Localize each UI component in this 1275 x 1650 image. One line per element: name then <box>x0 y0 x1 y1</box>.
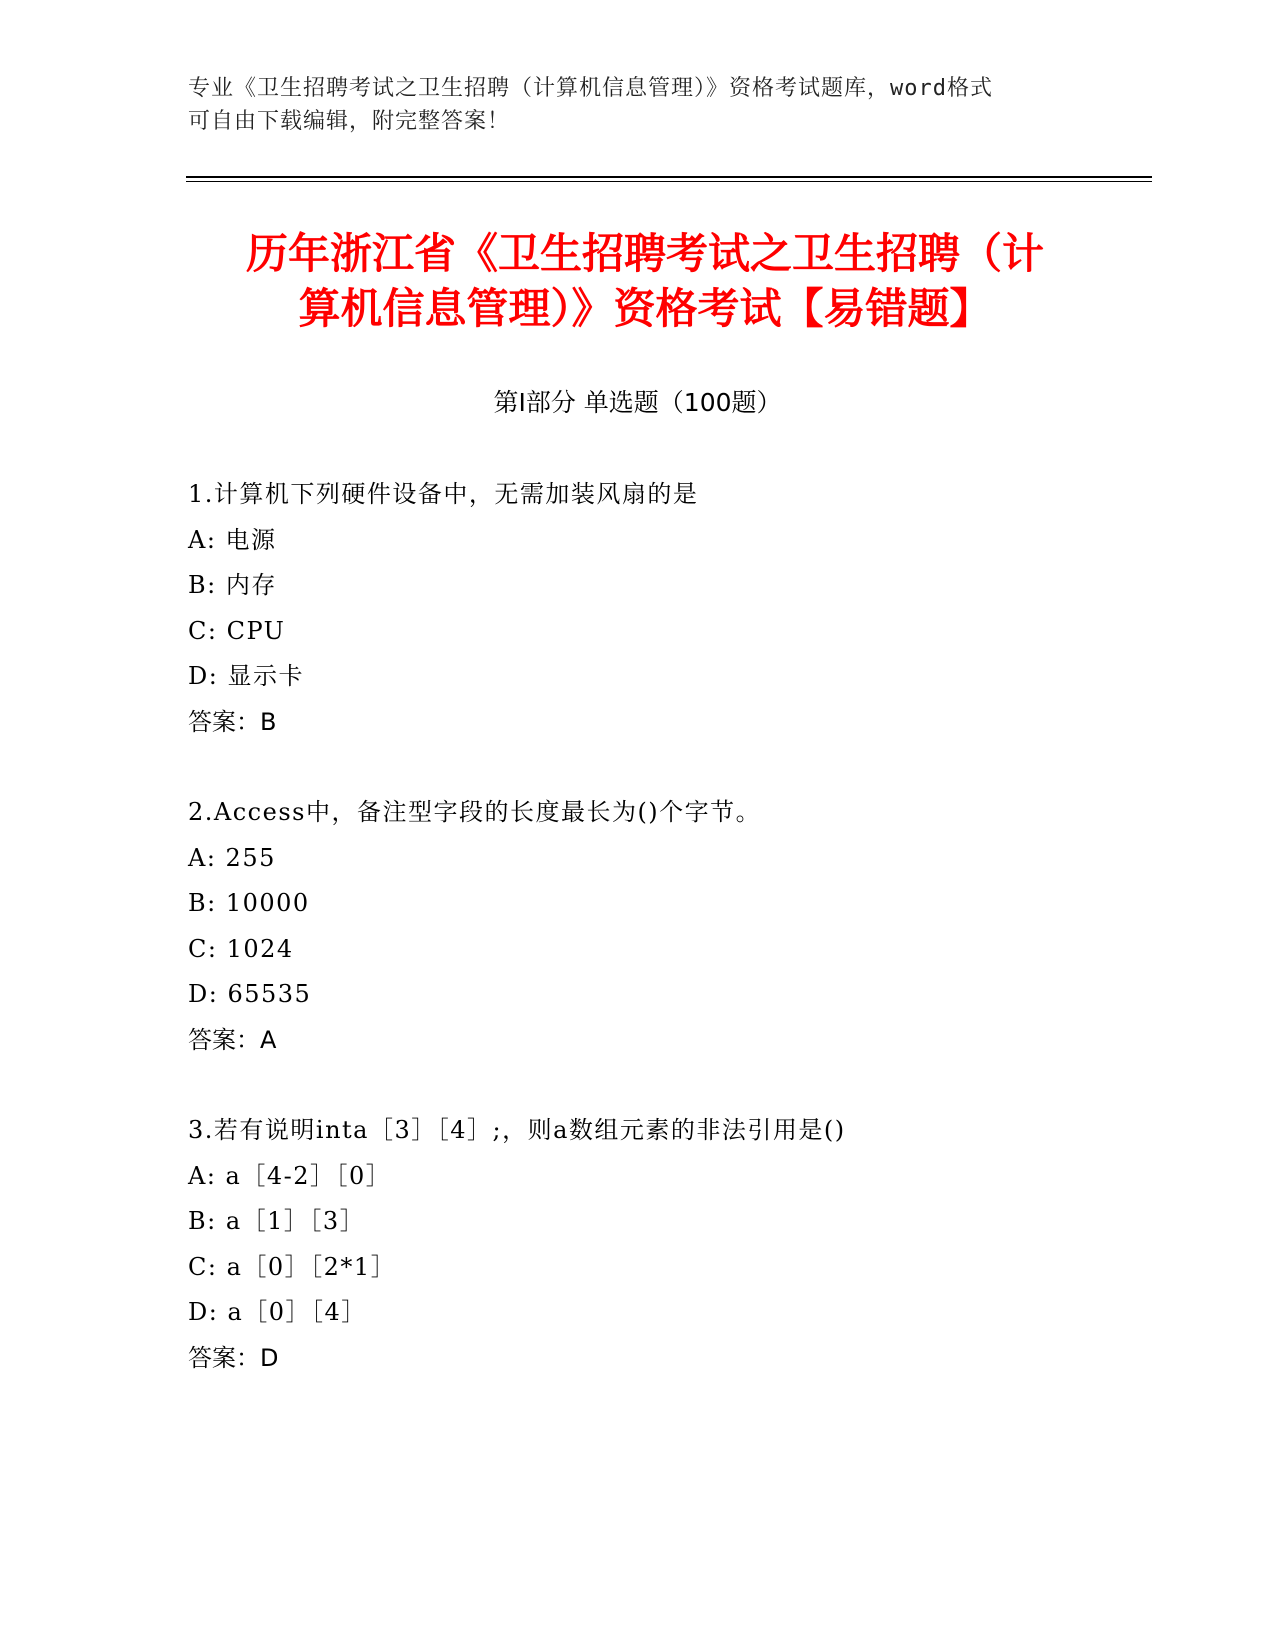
header-note <box>188 72 1068 138</box>
option-d: D: 65535 <box>188 980 312 1008</box>
document-title-line1: 历年浙江省《卫生招聘考试之卫生招聘（计 <box>245 229 1044 278</box>
question-1 <box>188 472 1148 745</box>
option-b: B: a［1］［3］ <box>188 1207 366 1235</box>
option-c: C: CPU <box>188 616 286 645</box>
option-c: C: a［0］［2*1］ <box>188 1252 397 1281</box>
question-stem: 1.计算机下列硬件设备中，无需加装风扇的是 <box>188 480 699 508</box>
document-title-line2: 算机信息管理）》资格考试【易错题】 <box>298 284 992 333</box>
option-b: B: 内存 <box>188 571 277 599</box>
answer: 答案：D <box>188 1343 279 1372</box>
question-2 <box>188 790 1148 1063</box>
question-stem: 3.若有说明inta［3］［4］;，则a数组元素的非法引用是() <box>188 1116 846 1144</box>
answer: 答案：A <box>188 1025 277 1054</box>
option-a: A: a［4-2］［0］ <box>188 1161 392 1190</box>
option-d: D: a［0］［4］ <box>188 1298 367 1326</box>
header-divider-thin <box>186 181 1152 182</box>
question-stem: 2.Access中，备注型字段的长度最长为()个字节。 <box>188 798 762 826</box>
header-note-line2: 可自由下载编辑，附完整答案！ <box>188 109 511 134</box>
section-heading: 第Ⅰ部分 单选题（100题） <box>493 388 782 417</box>
header-divider-thick <box>186 176 1152 178</box>
option-d: D: 显示卡 <box>188 662 304 690</box>
question-3 <box>188 1108 1148 1381</box>
option-c: C: 1024 <box>188 934 294 963</box>
header-note-line1: 专业《卫生招聘考试之卫生招聘（计算机信息管理）》资格考试题库，word格式 <box>188 76 993 101</box>
document-title <box>150 226 1140 336</box>
option-b: B: 10000 <box>188 889 310 917</box>
option-a: A: 电源 <box>188 525 277 554</box>
option-a: A: 255 <box>188 843 276 872</box>
answer: 答案：B <box>188 707 277 736</box>
